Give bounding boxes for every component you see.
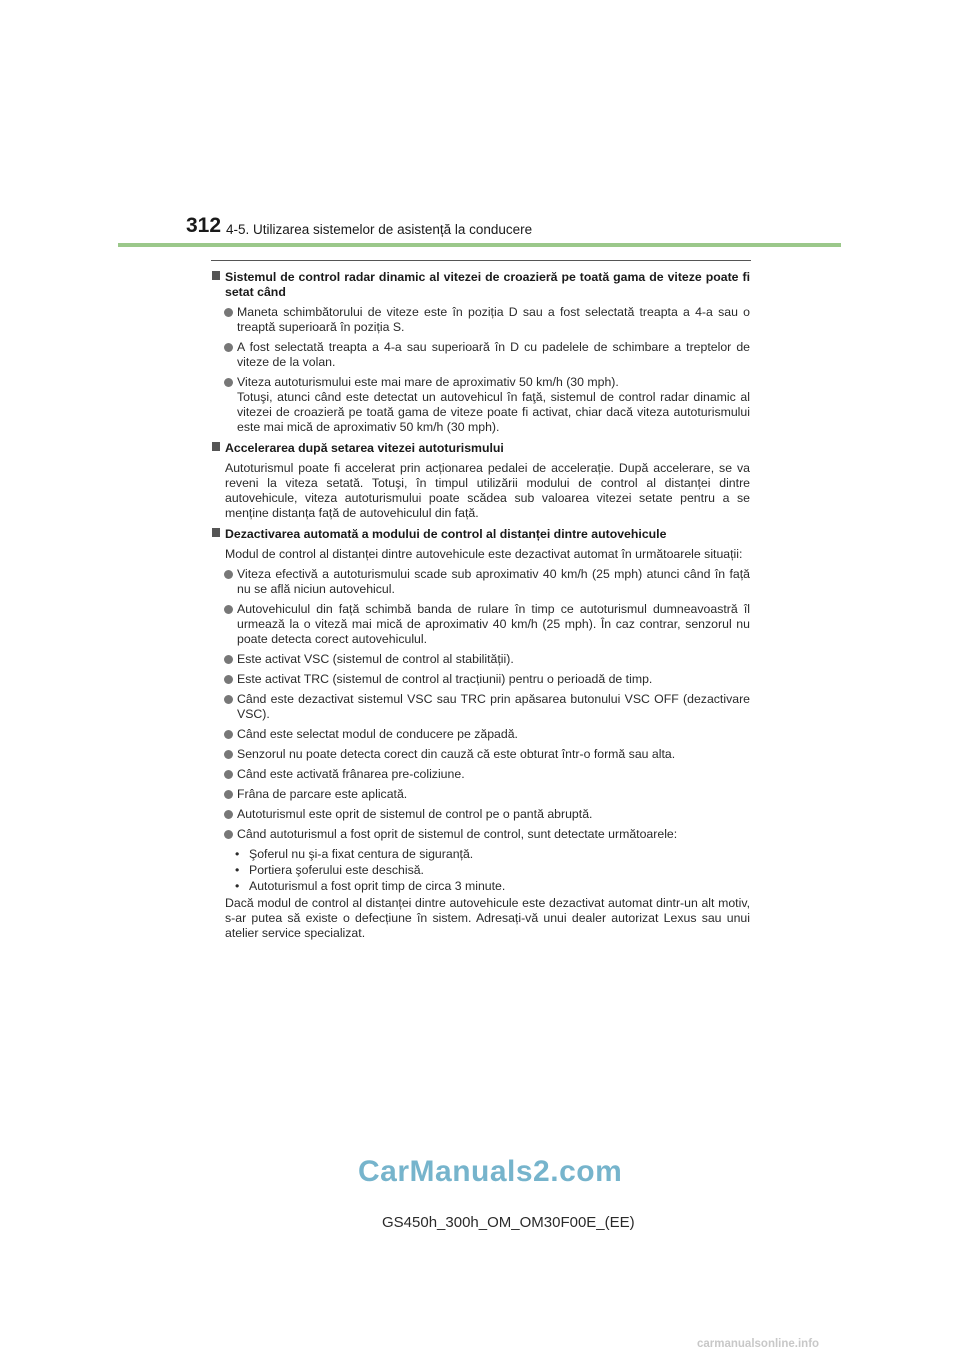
section-heading: Accelerarea după setarea vitezei autoturismului — [212, 441, 750, 456]
circle-bullet-icon — [224, 343, 233, 352]
list-item: Când este selectat modul de conducere pe zăpadă. — [212, 727, 750, 742]
circle-bullet-icon — [224, 810, 233, 819]
section-acceleration — [212, 441, 750, 521]
chapter-title: 4-5. Utilizarea sistemelor de asistență la conducere — [226, 222, 533, 237]
circle-bullet-icon — [224, 675, 233, 684]
site-label: carmanualsonline.info — [697, 1338, 820, 1350]
section-rule — [211, 260, 751, 261]
circle-bullet-icon — [224, 770, 233, 779]
list-item: Când este activată frânarea pre-coliziune. — [212, 767, 750, 782]
circle-bullet-icon — [224, 378, 233, 387]
section-heading: Sistemul de control radar dinamic al vitezei de croazieră pe toată gama de viteze poate fi setat când — [212, 270, 750, 300]
list-item: Autoturismul este oprit de sistemul de control pe o pantă abruptă. — [212, 807, 750, 822]
list-item: Autovehiculul din față schimbă banda de rulare în timp ce autoturismul dumneavoastră îl urmează la o viteză mai mică de aproximativ 40 km/h (25 mph). În caz contrar, senzorul nu poate detecta corect autovehiculul. — [212, 602, 750, 647]
list-item: A fost selectată treapta a 4-a sau superioară în D cu padelele de schimbare a treptelor de viteze de la volan. — [212, 340, 750, 370]
paragraph: Modul de control al distanței dintre autovehicule este dezactivat automat în următoarele situații: — [225, 547, 743, 561]
circle-bullet-icon — [224, 655, 233, 664]
sub-list-item: • Autoturismul a fost oprit timp de circa 3 minute. — [235, 879, 506, 893]
middot-bullet-icon: • — [235, 847, 240, 861]
square-bullet-icon — [212, 528, 220, 537]
page-header — [186, 214, 846, 246]
document-code: GS450h_300h_OM_OM30F00E_(EE) — [382, 1214, 635, 1231]
list-item: Este activat VSC (sistemul de control al stabilității). — [212, 652, 750, 667]
list-item: Senzorul nu poate detecta corect din cauză că este obturat într-o formă sau alta. — [212, 747, 750, 762]
circle-bullet-icon — [224, 750, 233, 759]
sub-list-item: • Portiera şoferului este deschisă. — [235, 863, 424, 877]
circle-bullet-icon — [224, 830, 233, 839]
list-item: Când este dezactivat sistemul VSC sau TRC prin apăsarea butonului VSC OFF (dezactivare VSC). — [212, 692, 750, 722]
section-auto-deactivation — [212, 527, 750, 941]
page-content — [212, 270, 750, 947]
circle-bullet-icon — [224, 605, 233, 614]
middot-bullet-icon: • — [235, 879, 240, 893]
list-item: Maneta schimbătorului de viteze este în poziția D sau a fost selectată treapta a 4-a sau o treaptă superioară în poziția S. — [212, 305, 750, 335]
list-item: Viteza efectivă a autoturismului scade sub aproximativ 40 km/h (25 mph) atunci când în față nu se află niciun autovehicul. — [212, 567, 750, 597]
circle-bullet-icon — [224, 570, 233, 579]
paragraph: Autoturismul poate fi accelerat prin acționarea pedalei de accelerație. După accelerare, se va reveni la viteza setată. Totuşi, în timpul utilizării modului de control al distanței dintre autovehicule, viteza autoturismului poate scădea sub valoarea vitezei setate pentru a se menține distanța față de autovehiculul din față. — [225, 461, 750, 520]
page-number: 312 — [186, 214, 222, 237]
list-item: Viteza autoturismului este mai mare de aproximativ 50 km/h (30 mph). Totuşi, atunci când este detectat un autovehicul în faţă, sistemul de control radar dinamic al vitezei de croazieră pe toată gama de viteze poate fi activat, chiar dacă viteza autoturismului este mai mică de aproximativ 50 km/h (30 mph). — [212, 375, 750, 435]
header-rule — [118, 243, 841, 247]
list-item: Frâna de parcare este aplicată. — [212, 787, 750, 802]
sub-list-item: • Şoferul nu şi-a fixat centura de siguranță. — [235, 847, 474, 861]
circle-bullet-icon — [224, 730, 233, 739]
square-bullet-icon — [212, 442, 220, 451]
square-bullet-icon — [212, 271, 220, 280]
list-item: Când autoturismul a fost oprit de sistemul de control, sunt detectate următoarele: — [212, 827, 750, 842]
watermark-logo: CarManuals2.com — [358, 1155, 623, 1188]
section-heading: Dezactivarea automată a modului de control al distanței dintre autovehicule — [212, 527, 750, 542]
section-active-conditions — [212, 270, 750, 435]
circle-bullet-icon — [224, 695, 233, 704]
list-item: Este activat TRC (sistemul de control al tracțiunii) pentru o perioadă de timp. — [212, 672, 750, 687]
closing-paragraph: Dacă modul de control al distanței dintre autovehicule este dezactivat automat dintr-un alt motiv, s-ar putea să existe o defecțiune în sistem. Adresați-vă unui dealer autorizat Lexus sau unui atelier service specializat. — [225, 896, 750, 940]
circle-bullet-icon — [224, 308, 233, 317]
middot-bullet-icon: • — [235, 863, 240, 877]
circle-bullet-icon — [224, 790, 233, 799]
